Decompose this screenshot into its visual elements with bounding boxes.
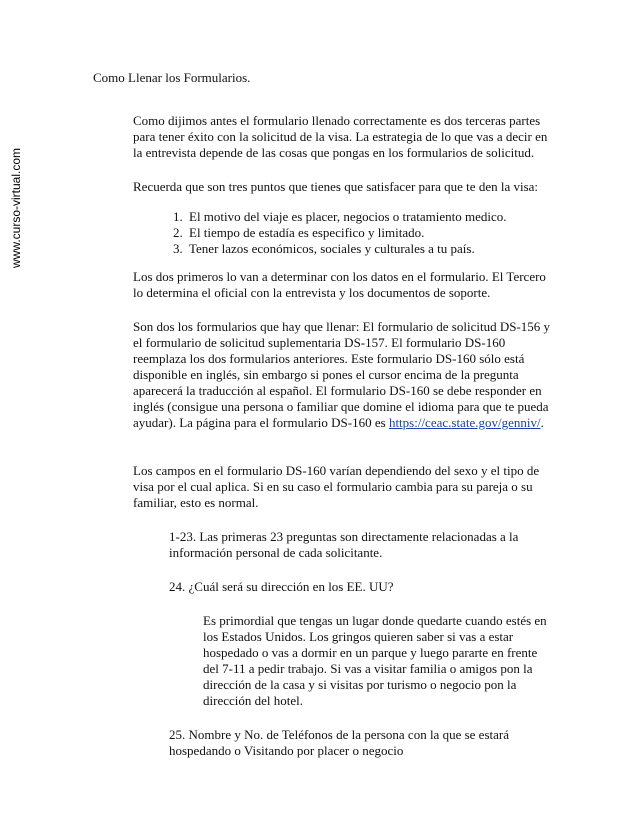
list-item (173, 225, 551, 241)
primeros-paragraph: Los dos primeros lo van a determinar con los datos en el formulario. El Tercero lo determina el oficial con la entrevista y los documentos de soporte. (133, 269, 546, 300)
list-item-text: El motivo del viaje es placer, negocios o tratamiento medico. (189, 209, 507, 224)
formularios-text: Son dos los formularios que hay que llenar: El formulario de solicitud DS-156 y el formulario de solicitud suplementaria DS-157. El formulario DS-160 reemplaza los dos formularios anteriores. Este formulario DS-160 sólo está disponible en inglés, sin embargo si pones el cursor encima de la pregunta aparecerá la traducción al español. El formulario DS-160 se debe responder en inglés (consigue una persona o familiar que domine el idioma para que te pueda ayudar). La página para el formulario DS-160 es (133, 319, 551, 430)
side-watermark-url: www.curso-virtual.com (9, 147, 23, 268)
formularios-paragraph (133, 319, 551, 431)
document-body (133, 113, 551, 759)
list-item-text: El tiempo de estadía es especifico y limitado. (189, 225, 425, 240)
list-item-number: 1. (173, 209, 183, 224)
list-item (173, 241, 551, 257)
page-title: Como Llenar los Formularios. (93, 70, 251, 85)
intro-paragraph: Como dijimos antes el formulario llenado correctamente es dos terceras partes para tener éxito con la solicitud de la visa. La estrategia de lo que vas a decir en la entrevista depende de las cosas que pongas en los formularios de solicitud. (133, 113, 548, 160)
list-item-number: 3. (173, 241, 183, 256)
campos-paragraph: Los campos en el formulario DS-160 varían dependiendo del sexo y el tipo de visa por el cual aplica. Si en su caso el formulario cambia para su pareja o su familiar, esto es normal. (133, 463, 540, 510)
question-25: 25. Nombre y No. de Teléfonos de la persona con la que se estará hospedando o Visitando por placer o negocio (169, 727, 509, 758)
recuerda-paragraph: Recuerda que son tres puntos que tienes que satisfacer para que te den la visa: (133, 179, 539, 194)
ds160-link[interactable]: https://ceac.state.gov/genniv/ (388, 415, 541, 430)
list-item-number: 2. (173, 225, 183, 240)
question-1-23: 1-23. Las primeras 23 preguntas son directamente relacionadas a la información personal de cada solicitante. (169, 529, 519, 560)
formularios-end: . (540, 415, 544, 430)
list-item (173, 209, 551, 225)
reasons-list (133, 209, 551, 257)
question-24: 24. ¿Cuál será su dirección en los EE. UU? (169, 579, 394, 594)
list-item-text: Tener lazos económicos, sociales y culturales a tu país. (189, 241, 475, 256)
question-24-answer: Es primordial que tengas un lugar donde quedarte cuando estés en los Estados Unidos. Los gringos quieren saber si vas a estar hospedado o vas a dormir en un parque y luego pararte en frente del 7-11 a pedir trabajo. Si vas a visitar familia o amigos pon la dirección de la casa y si visitas por turismo o negocio pon la dirección del hotel. (203, 613, 547, 708)
